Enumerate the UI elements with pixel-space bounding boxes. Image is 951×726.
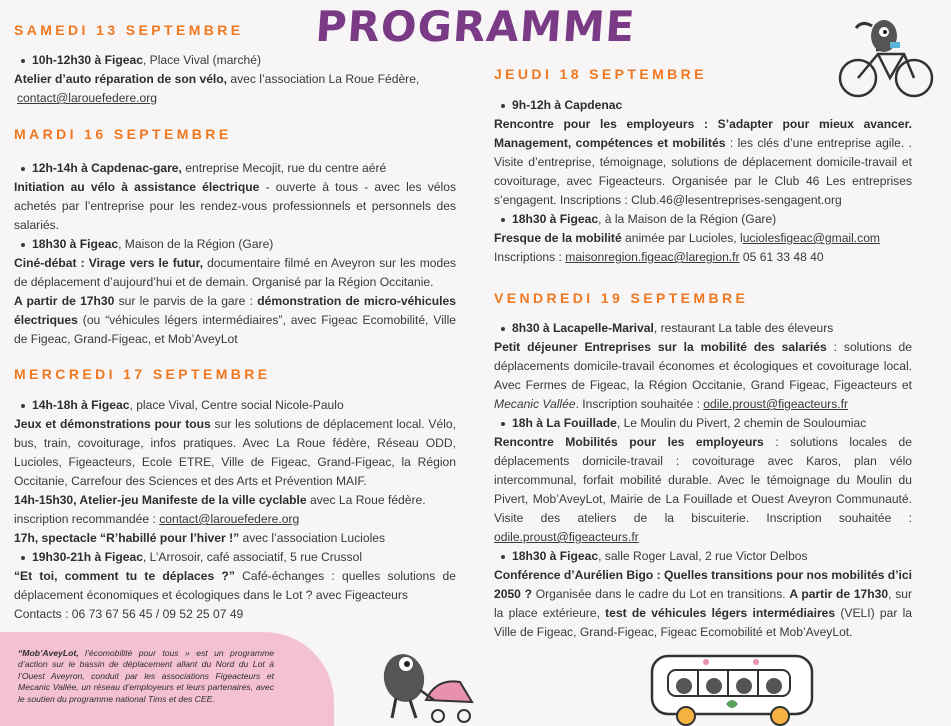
- samedi-block: 10h-12h30 à Figeac, Place Vival (marché) Atelier d’auto réparation de son vélo, avec l’association La Roue Fédère, contact@larouefedere.org: [14, 51, 456, 108]
- mobaveylot-note: [0, 632, 334, 726]
- heading-mardi: MARDI 16 SEPTEMBRE: [14, 126, 232, 142]
- contacts: Contacts : 06 73 67 56 45 / 09 52 25 07 49: [14, 607, 244, 621]
- email-link[interactable]: contact@larouefedere.org: [159, 512, 300, 526]
- list-item: 8h30 à Lacapelle-Marival, restaurant La table des éleveurs: [494, 319, 912, 338]
- mardi-block: 12h-14h à Capdenac-gare, entreprise Mecojit, rue du centre aéré Initiation au vélo à assistance électrique - ouverte à tous - avec les vélos achetés par l’entreprise pour les rendez-vous professionnels et personnels des salariés. 18h30 à Figeac, Maison de la Région (Gare) Ciné-débat : Virage vers le futur, documentaire filmé en Aveyron sur les modes de déplacement d’aujourd’hui et de demain. Organisé par la Région Occitanie. A partir de 17h30 sur le parvis de la gare : démonstration de micro-véhicules électriques (ou “véhicules légers intermédiaires”, avec Figeac Ecomobilité, Ville de Figeac, Grand-Figeac, et Mob’AveyLot: [14, 161, 456, 346]
- list-item: 10h-12h30 à Figeac, Place Vival (marché): [14, 51, 456, 70]
- list-item: 18h30 à Figeac, Maison de la Région (Gare): [14, 235, 456, 254]
- list-item: 9h-12h à Capdenac: [494, 96, 912, 115]
- email-link[interactable]: uciolesfigeac@gmail.com: [742, 231, 881, 245]
- page-title: PROGRAMME: [314, 2, 637, 51]
- heading-samedi: SAMEDI 13 SEPTEMBRE: [14, 22, 244, 38]
- pram-illustration: [376, 642, 480, 726]
- note-text: “Mob’AveyLot, l’écomobilité pour tous » est un programme d’action sur le bassin de déplacement allant du Nord du Lot à l’Ouest Aveyron, conduit par les associations Figeacteurs et Mecanic Vallée, un réseau d’employeurs et leurs partenaires, avec le soutien du programme national Tims et des CEE.: [18, 648, 274, 704]
- vendredi-block: 8h30 à Lacapelle-Marival, restaurant La table des éleveurs Petit déjeuner Entreprises sur la mobilité des salariés : solutions de déplacements domicile-travail économes et écologiques et covoiturage local. Avec Fermes de Figeac, la Région Occitanie, Grand Figeac, Figeacteurs et Mecanic Vallée. Inscription souhaitée : odile.proust@figeacteurs.fr 18h à La Fouillade, Le Moulin du Pivert, 2 chemin de Souloumiac Rencontre Mobilités pour les employeurs : solutions locales de déplacements domicile-travail : covoiturage avec Karos, plan vélo intercommunal, forfait mobilité durable. Avec le témoignage du Moulin du Pivert, Mob’AveyLot, Mairie de La Fouillade et Ouest Aveyron Communauté. Visite des ateliers de la biscuiterie. Inscription souhaitée : odile.proust@figeacteurs.fr 18h30 à Figeac, salle Roger Laval, 2 rue Victor Delbos Conférence d’Aurélien Bigo : Quelles transitions pour nos mobilités d’ici 2050 ? Organisée dans le cadre du Lot en transitions. A partir de 17h30, sur la place extérieure, test de véhicules légers intermédiaires (VELI) par la Ville de Figeac, Grand-Figeac, Figeac Ecomobilité et Mob’AveyLot.: [494, 321, 913, 639]
- email-link[interactable]: odile.proust@figeacteurs.fr: [703, 397, 849, 411]
- email-link[interactable]: contact@larouefedere.org: [17, 91, 158, 105]
- list-item: 19h30-21h à Figeac, L’Arrosoir, café associatif, 5 rue Crussol: [14, 548, 456, 567]
- cyclist-illustration: [834, 14, 938, 100]
- mercredi-block: 14h-18h à Figeac, place Vival, Centre social Nicole-Paulo Jeux et démonstrations pour tous sur les solutions de déplacement local. Vélo, bus, train, covoiturage, infos pratiques. Avec La Roue fédère, Réseau ODD, Lucioles, Figeacteurs, Ecole ETRE, Ville de Figeac, Grand-Figeac, la Région Occitanie, Carrefour des Sciences et des Arts et Prévention MAIF. 14h-15h30, Atelier-jeu Manifeste de la ville cyclable avec La Roue fédère. inscription recommandée : contact@larouefedere.org 17h, spectacle “R’habillé pour l’hiver !” avec l’association Lucioles 19h30-21h à Figeac, L’Arrosoir, café associatif, 5 rue Crussol “Et toi, comment tu te déplaces ?” Café-échanges : quelles solutions de déplacement économiques et écologiques dans le Lot ? avec Figeacteurs Contacts : 06 73 67 56 45 / 09 52 25 07 49: [14, 396, 456, 624]
- list-item: 18h30 à Figeac, à la Maison de la Région (Gare): [494, 210, 912, 229]
- jeudi-block: 9h-12h à Capdenac Rencontre pour les employeurs : S’adapter pour mieux avancer. Management, compétences et mobilités : les clés d’une entreprise agile. . Visite d’entreprise, témoignage, solutions de déplacement domicile-travail et covoiturage, avec Figeacteurs. Organisée par le Club 46 Les entreprises s’engagent. Inscriptions : Club.46@lesentreprises-sengagent.org 18h30 à Figeac, à la Maison de la Région (Gare) Fresque de la mobilité animée par Lucioles, luciolesfigeac@gmail.com Inscriptions : maisonregion.figeac@laregion.fr 05 61 33 48 40: [494, 98, 912, 264]
- email-link[interactable]: maisonregion.figeac@laregion.fr: [565, 250, 740, 264]
- list-item: 14h-18h à Figeac, place Vival, Centre social Nicole-Paulo: [14, 396, 456, 415]
- list-item: 12h-14h à Capdenac-gare, entreprise Mecojit, rue du centre aéré: [14, 159, 456, 178]
- heading-mercredi: MERCREDI 17 SEPTEMBRE: [14, 366, 271, 382]
- bus-illustration: [646, 648, 822, 726]
- heading-vendredi: VENDREDI 19 SEPTEMBRE: [494, 290, 749, 306]
- heading-jeudi: JEUDI 18 SEPTEMBRE: [494, 66, 707, 82]
- list-item: 18h30 à Figeac, salle Roger Laval, 2 rue Victor Delbos: [494, 547, 912, 566]
- email-link[interactable]: odile.proust@figeacteurs.fr: [494, 530, 639, 544]
- list-item: 18h à La Fouillade, Le Moulin du Pivert, 2 chemin de Souloumiac: [494, 414, 912, 433]
